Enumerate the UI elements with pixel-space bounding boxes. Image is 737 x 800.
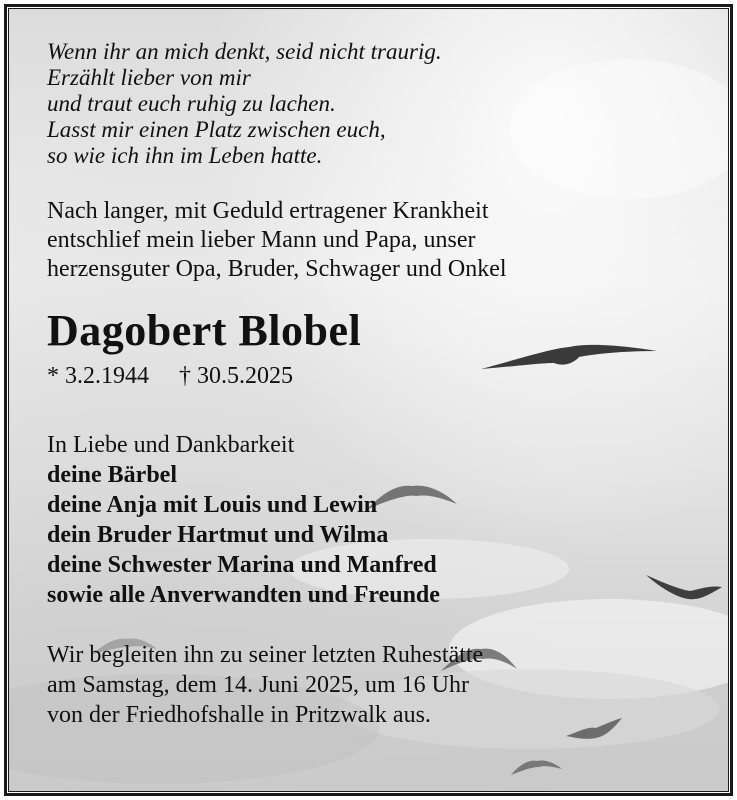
poem-line: Lasst mir einen Platz zwischen euch, (47, 117, 386, 142)
poem-line: Wenn ihr an mich denkt, seid nicht traurig. (47, 39, 442, 64)
memorial-poem (47, 39, 707, 169)
birth-date: * 3.2.1944 (47, 363, 149, 389)
poem-line: so wie ich ihn im Leben hatte. (47, 143, 323, 168)
mourner-entry: deine Bärbel (47, 462, 177, 488)
notice-content (47, 39, 707, 730)
poem-line: Erzählt lieber von mir (47, 65, 251, 90)
life-dates (47, 362, 707, 390)
death-date: † 30.5.2025 (179, 363, 293, 389)
burial-line: von der Friedhofshalle in Pritzwalk aus. (47, 702, 431, 728)
poem-line: und traut euch ruhig zu lachen. (47, 91, 336, 116)
announcement-intro (47, 197, 707, 284)
intro-line: herzensguter Opa, Bruder, Schwager und Onkel (47, 256, 507, 282)
mourner-entry: sowie alle Anverwandten und Freunde (47, 582, 440, 608)
burial-info (47, 640, 707, 730)
mourner-entry: deine Anja mit Louis und Lewin (47, 492, 378, 518)
seagull-icon (509, 749, 564, 777)
burial-line: am Samstag, dem 14. Juni 2025, um 16 Uhr (47, 672, 469, 698)
obituary-notice (8, 8, 729, 792)
mourner-entry: deine Schwester Marina und Manfred (47, 552, 437, 578)
mourners-list (47, 430, 707, 610)
mourners-lead: In Liebe und Dankbarkeit (47, 432, 295, 458)
burial-line: Wir begleiten ihn zu seiner letzten Ruhestätte (47, 642, 484, 668)
mourner-entry: dein Bruder Hartmut und Wilma (47, 522, 389, 548)
intro-line: Nach langer, mit Geduld ertragener Krankheit (47, 198, 489, 224)
intro-line: entschlief mein lieber Mann und Papa, unser (47, 227, 476, 253)
deceased-name: Dagobert Blobel (47, 306, 362, 355)
